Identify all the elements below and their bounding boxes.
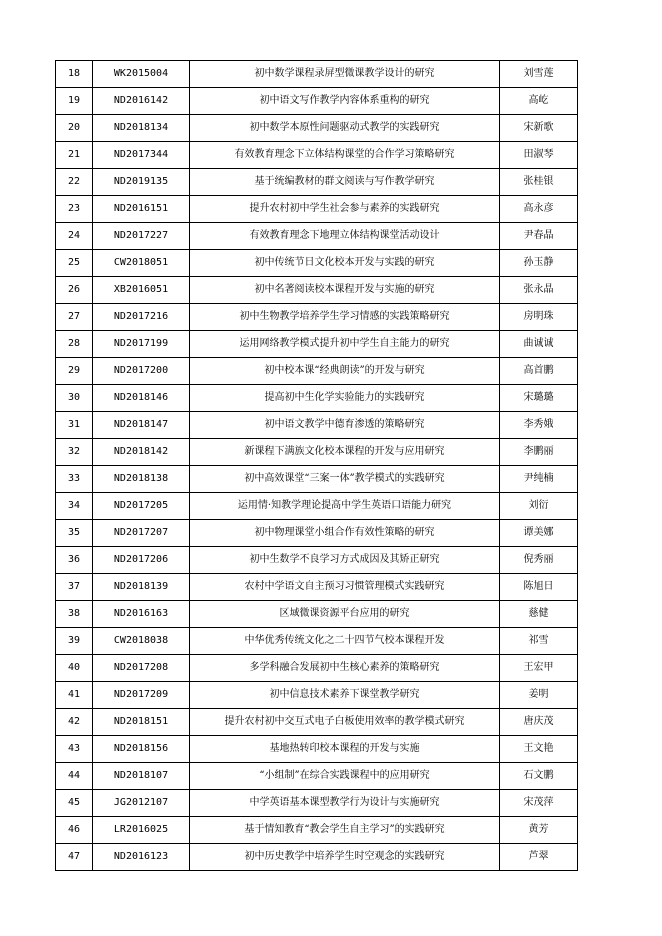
project-title: 初中物理课堂小组合作有效性策略的研究 <box>190 520 500 547</box>
project-code: XB2016051 <box>93 277 190 304</box>
project-lead: 曲诚诚 <box>500 331 578 358</box>
project-title: 多学科融合发展初中生核心素养的策略研究 <box>190 655 500 682</box>
row-number: 42 <box>56 709 93 736</box>
project-code: ND2018134 <box>93 115 190 142</box>
row-number: 26 <box>56 277 93 304</box>
row-number: 19 <box>56 88 93 115</box>
project-title: 基于情知教育“教会学生自主学习”的实践研究 <box>190 817 500 844</box>
row-number: 38 <box>56 601 93 628</box>
project-lead: 谭美娜 <box>500 520 578 547</box>
row-number: 35 <box>56 520 93 547</box>
project-table <box>55 60 578 871</box>
project-code: ND2017206 <box>93 547 190 574</box>
project-code: ND2018146 <box>93 385 190 412</box>
table-row <box>56 331 578 358</box>
row-number: 29 <box>56 358 93 385</box>
project-title: 初中语文写作教学内容体系重构的研究 <box>190 88 500 115</box>
project-code: ND2018142 <box>93 439 190 466</box>
project-title: 提高初中生化学实验能力的实践研究 <box>190 385 500 412</box>
project-lead: 刘雪莲 <box>500 61 578 88</box>
table-row <box>56 115 578 142</box>
project-lead: 王文艳 <box>500 736 578 763</box>
row-number: 47 <box>56 844 93 871</box>
row-number: 25 <box>56 250 93 277</box>
project-title: 初中历史教学中培养学生时空观念的实践研究 <box>190 844 500 871</box>
project-code: ND2018138 <box>93 466 190 493</box>
table-row <box>56 439 578 466</box>
project-lead: 祁雪 <box>500 628 578 655</box>
project-title: 初中信息技术素养下课堂教学研究 <box>190 682 500 709</box>
project-code: JG2012107 <box>93 790 190 817</box>
project-code: ND2018156 <box>93 736 190 763</box>
table-row <box>56 466 578 493</box>
row-number: 37 <box>56 574 93 601</box>
project-code: ND2016123 <box>93 844 190 871</box>
row-number: 33 <box>56 466 93 493</box>
project-lead: 房明珠 <box>500 304 578 331</box>
project-lead: 尹纯楠 <box>500 466 578 493</box>
project-lead: 张永晶 <box>500 277 578 304</box>
table-row <box>56 277 578 304</box>
table-row <box>56 520 578 547</box>
project-title: 新课程下满族文化校本课程的开发与应用研究 <box>190 439 500 466</box>
row-number: 18 <box>56 61 93 88</box>
row-number: 34 <box>56 493 93 520</box>
project-code: ND2017205 <box>93 493 190 520</box>
project-code: ND2017216 <box>93 304 190 331</box>
project-lead: 唐庆茂 <box>500 709 578 736</box>
project-code: ND2019135 <box>93 169 190 196</box>
table-row <box>56 61 578 88</box>
project-title: 基于统编教材的群文阅读与写作教学研究 <box>190 169 500 196</box>
project-title: 有效教育理念下立体结构课堂的合作学习策略研究 <box>190 142 500 169</box>
row-number: 31 <box>56 412 93 439</box>
project-code: CW2018038 <box>93 628 190 655</box>
table-row <box>56 169 578 196</box>
table-row <box>56 223 578 250</box>
row-number: 43 <box>56 736 93 763</box>
table-row <box>56 250 578 277</box>
project-code: ND2016163 <box>93 601 190 628</box>
project-lead: 孙玉静 <box>500 250 578 277</box>
project-title: 中学英语基本课型教学行为设计与实施研究 <box>190 790 500 817</box>
table-row <box>56 601 578 628</box>
row-number: 22 <box>56 169 93 196</box>
project-lead: 王宏甲 <box>500 655 578 682</box>
project-code: ND2017208 <box>93 655 190 682</box>
project-lead: 宋新歌 <box>500 115 578 142</box>
row-number: 30 <box>56 385 93 412</box>
project-title: 初中高效课堂“三案一体”教学模式的实践研究 <box>190 466 500 493</box>
project-code: ND2018107 <box>93 763 190 790</box>
table-row <box>56 304 578 331</box>
table-row <box>56 574 578 601</box>
project-lead: 高屹 <box>500 88 578 115</box>
table-row <box>56 655 578 682</box>
project-code: WK2015004 <box>93 61 190 88</box>
table-row <box>56 142 578 169</box>
project-lead: 刘衍 <box>500 493 578 520</box>
project-code: ND2016151 <box>93 196 190 223</box>
project-code: ND2017209 <box>93 682 190 709</box>
project-code: ND2017200 <box>93 358 190 385</box>
project-lead: 尹春晶 <box>500 223 578 250</box>
project-title: “小组制”在综合实践课程中的应用研究 <box>190 763 500 790</box>
project-title: 中华优秀传统文化之二十四节气校本课程开发 <box>190 628 500 655</box>
table-row <box>56 88 578 115</box>
project-lead: 田淑琴 <box>500 142 578 169</box>
row-number: 44 <box>56 763 93 790</box>
project-table-sheet <box>55 60 577 871</box>
row-number: 21 <box>56 142 93 169</box>
table-row <box>56 385 578 412</box>
row-number: 23 <box>56 196 93 223</box>
table-row <box>56 817 578 844</box>
project-table-body <box>56 61 578 871</box>
project-code: ND2017344 <box>93 142 190 169</box>
row-number: 27 <box>56 304 93 331</box>
project-title: 初中语文教学中德育渗透的策略研究 <box>190 412 500 439</box>
table-row <box>56 709 578 736</box>
project-code: CW2018051 <box>93 250 190 277</box>
project-lead: 宋茂萍 <box>500 790 578 817</box>
row-number: 41 <box>56 682 93 709</box>
project-title: 农村中学语文自主预习习惯管理模式实践研究 <box>190 574 500 601</box>
project-code: ND2018139 <box>93 574 190 601</box>
table-row <box>56 736 578 763</box>
table-row <box>56 493 578 520</box>
project-code: ND2016142 <box>93 88 190 115</box>
project-lead: 黄芳 <box>500 817 578 844</box>
row-number: 46 <box>56 817 93 844</box>
row-number: 36 <box>56 547 93 574</box>
project-title: 运用网络教学模式提升初中学生自主能力的研究 <box>190 331 500 358</box>
project-title: 初中名著阅读校本课程开发与实施的研究 <box>190 277 500 304</box>
project-code: LR2016025 <box>93 817 190 844</box>
project-code: ND2017227 <box>93 223 190 250</box>
project-code: ND2017207 <box>93 520 190 547</box>
project-title: 提升农村初中交互式电子白板使用效率的教学模式研究 <box>190 709 500 736</box>
project-title: 初中生物教学培养学生学习情感的实践策略研究 <box>190 304 500 331</box>
row-number: 20 <box>56 115 93 142</box>
project-title: 基地热转印校本课程的开发与实施 <box>190 736 500 763</box>
table-row <box>56 412 578 439</box>
project-lead: 慈健 <box>500 601 578 628</box>
project-lead: 姜明 <box>500 682 578 709</box>
table-row <box>56 844 578 871</box>
row-number: 39 <box>56 628 93 655</box>
table-row <box>56 547 578 574</box>
row-number: 24 <box>56 223 93 250</box>
project-lead: 宋璐璐 <box>500 385 578 412</box>
project-title: 有效教育理念下地理立体结构课堂活动设计 <box>190 223 500 250</box>
project-title: 运用情·知教学理论提高中学生英语口语能力研究 <box>190 493 500 520</box>
project-title: 提升农村初中学生社会参与素养的实践研究 <box>190 196 500 223</box>
table-row <box>56 628 578 655</box>
project-title: 初中数学课程录屏型微课教学设计的研究 <box>190 61 500 88</box>
row-number: 28 <box>56 331 93 358</box>
project-lead: 李鹏丽 <box>500 439 578 466</box>
project-code: ND2018147 <box>93 412 190 439</box>
row-number: 40 <box>56 655 93 682</box>
table-row <box>56 682 578 709</box>
table-row <box>56 763 578 790</box>
project-lead: 张桂银 <box>500 169 578 196</box>
table-row <box>56 358 578 385</box>
project-code: ND2017199 <box>93 331 190 358</box>
row-number: 45 <box>56 790 93 817</box>
project-title: 初中生数学不良学习方式成因及其矫正研究 <box>190 547 500 574</box>
project-title: 初中校本课“经典朗读”的开发与研究 <box>190 358 500 385</box>
project-lead: 陈旭日 <box>500 574 578 601</box>
project-title: 区域微课资源平台应用的研究 <box>190 601 500 628</box>
project-lead: 高首鹏 <box>500 358 578 385</box>
table-row <box>56 790 578 817</box>
project-title: 初中数学本原性问题驱动式教学的实践研究 <box>190 115 500 142</box>
project-lead: 芦翠 <box>500 844 578 871</box>
project-title: 初中传统节日文化校本开发与实践的研究 <box>190 250 500 277</box>
table-row <box>56 196 578 223</box>
project-lead: 李秀娥 <box>500 412 578 439</box>
project-lead: 倪秀丽 <box>500 547 578 574</box>
project-lead: 石文鹏 <box>500 763 578 790</box>
project-lead: 高永彦 <box>500 196 578 223</box>
project-code: ND2018151 <box>93 709 190 736</box>
row-number: 32 <box>56 439 93 466</box>
